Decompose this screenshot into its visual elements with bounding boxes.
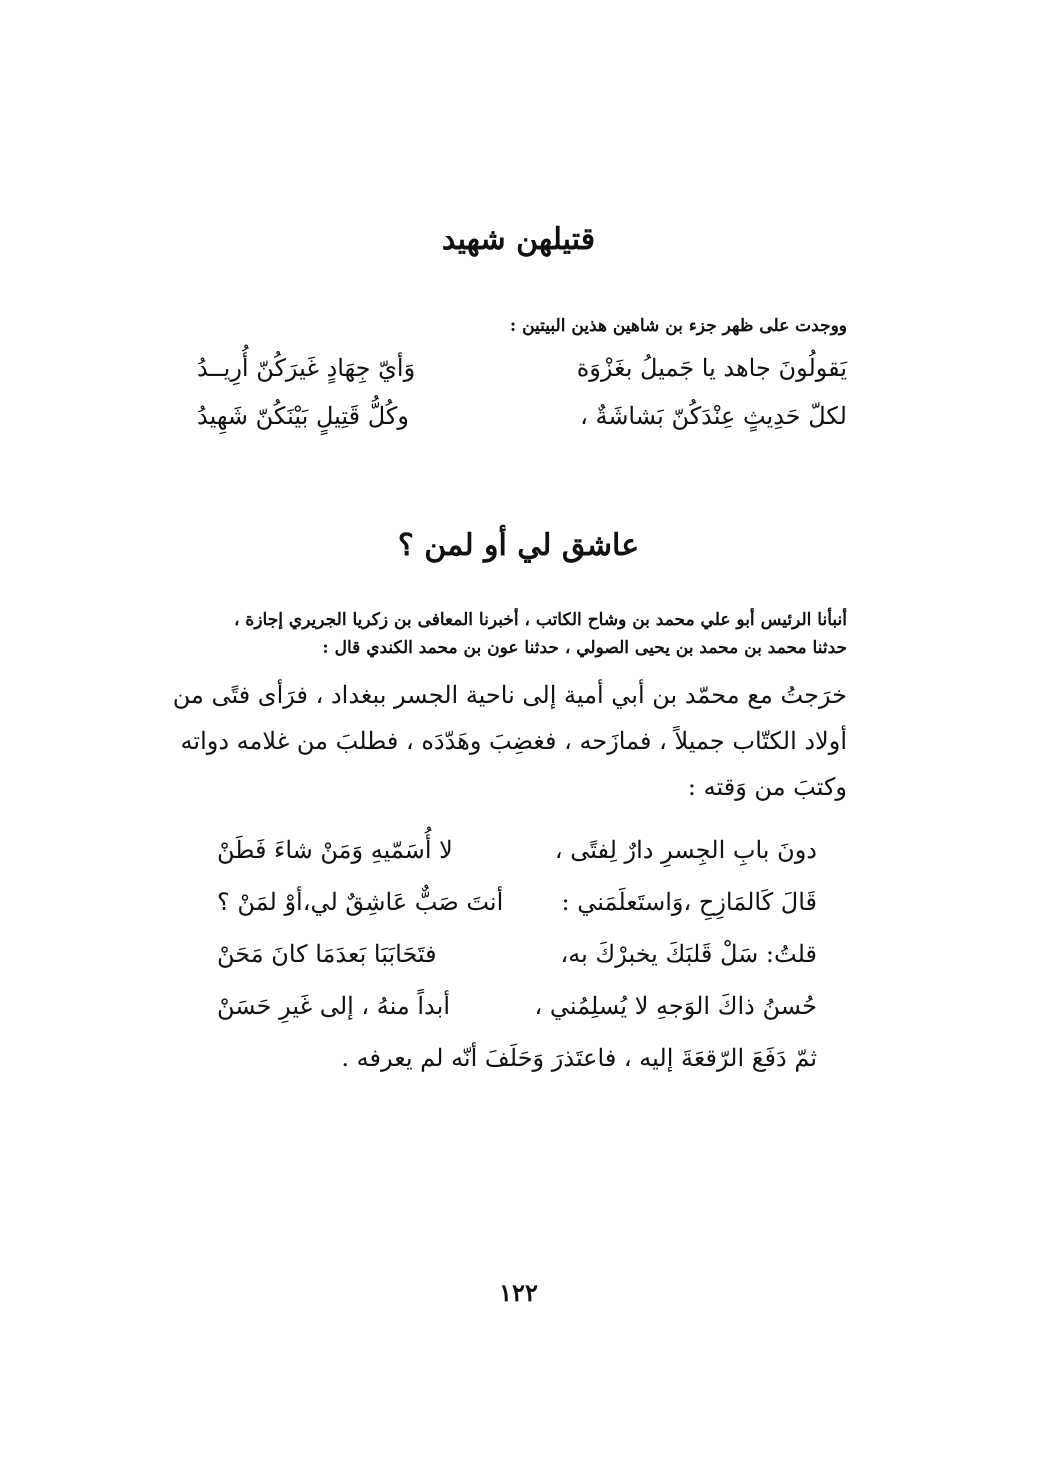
verse-line [217,824,817,876]
verse-line [217,876,817,928]
verse-first-hemistich: قَالَ كَالمَازِحِ ،وَاستَعلَمَني : [561,888,817,916]
verse-second-hemistich: وكُلُّ قَتِيلٍ بَيْنَكُنّ شَهِيدُ [197,402,409,430]
verse-first-hemistich: حُسنُ ذاكَ الوَجهِ لا يُسلِمُني ، [534,992,817,1020]
verse-second-hemistich: فتَحَابَبَا بَعدَمَا كانَ مَحَنْ [217,940,437,968]
verse-line [197,344,847,392]
section1-block [197,312,847,440]
verse-first-hemistich: لكلّ حَدِيثٍ عِنْدَكُنّ بَشاشَةٌ ، [580,402,847,430]
prose-line: خرَجتُ مع محمّد بن أبي أمية إلى ناحية الجسر ببغداد ، فرَأى فتًى من [172,681,847,709]
verse-first-hemistich: قلتُ: سَلْ قَلبَكَ يخبرْكَ به، [560,940,817,968]
section2-intro-line: أنبأنا الرئيس أبو علي محمد بن وشاح الكاتب ، أخبرنا المعافى بن زكريا الجريري إجازة ، [234,610,847,630]
verse-first-hemistich: دونَ بابِ الجِسرِ دارٌ لِفتًى ، [554,836,817,864]
section-title-qatiluhunna: قتيلهن شهيد [441,222,596,257]
verse-first-hemistich: يَقولُونَ جاهد يا جَميلُ بغَزْوَة [576,354,847,382]
prose-line: أولاد الكتّاب جميلاً ، فمازَحه ، فغضِبَ وهَدّدَه ، فطلبَ من غلامه دواته [180,727,847,755]
section1-intro: ووجدت على ظهر جزء بن شاهين هذين البيتين : [509,316,847,336]
page-number: ١٢٢ [499,1278,538,1307]
section2-poem [217,824,817,1084]
prose-line: وكتبَ من وَقته : [687,773,847,801]
verse-line [197,392,847,440]
verse-second-hemistich: أبداً منهُ ، إلى غَيرِ حَسَنْ [217,992,451,1020]
verse-second-hemistich: أنتَ صَبٌّ عَاشِقٌ لي،أوْ لمَنْ ؟ [217,888,504,916]
verse-line [217,980,817,1032]
section1-poem [197,344,847,440]
verse-second-hemistich: وَأيّ جِهَادٍ غَيرَكُنّ أُرِيــدُ [197,354,416,382]
closing-line: ثمّ دَفَعَ الرّقعَةَ إليه ، فاعتَذرَ وَحَلَفَ أنّه لم يعرفه . [341,1044,817,1072]
verse-second-hemistich: لا أُسَمّيهِ وَمَنْ شاءَ فَطَنْ [217,836,453,864]
section-title-ashiq: عاشق لي أو لمن ؟ [397,528,640,563]
section2-prose [172,672,847,810]
section2-block [172,606,847,1084]
verse-line [217,928,817,980]
section2-intro-line: حدثنا محمد بن محمد بن يحيى الصولي ، حدثنا عون بن محمد الكندي قال : [322,638,847,658]
